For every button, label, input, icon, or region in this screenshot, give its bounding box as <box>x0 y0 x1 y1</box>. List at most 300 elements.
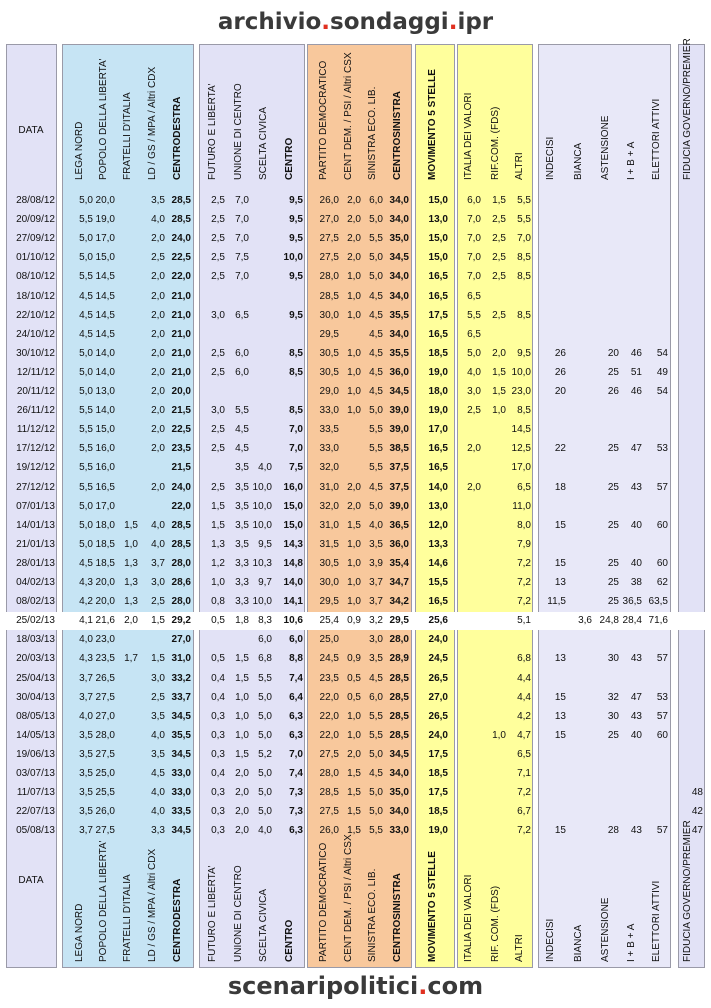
cell-udc: 1,5 <box>235 672 249 684</box>
cell-centrodestra: 33,7 <box>171 691 191 703</box>
cell-centro: 10,0 <box>283 252 303 264</box>
table-row <box>0 402 711 420</box>
cell-sel: 5,0 <box>369 787 383 799</box>
cell-sel: 5,0 <box>369 271 383 283</box>
cell-centro: 6,3 <box>289 729 303 741</box>
cell-centrosinistra: 28,5 <box>389 672 409 684</box>
cell-data: 18/10/12 <box>16 290 55 302</box>
cell-lega-nord: 3,5 <box>79 768 93 779</box>
cell-lega-nord: 4,1 <box>79 615 93 627</box>
cell-centrodestra: 34,5 <box>171 710 191 722</box>
cell-ibA: 47 <box>630 443 642 455</box>
cell-centro: 7,5 <box>289 462 303 474</box>
cell-centrodestra: 34,5 <box>171 825 191 837</box>
cell-idv: 7,0 <box>467 252 481 264</box>
cell-m5s: 18,0 <box>428 386 448 397</box>
table-row <box>0 822 711 840</box>
cell-data: 21/01/13 <box>16 538 55 550</box>
cell-m5s: 17,5 <box>428 309 448 321</box>
cell-centrosinistra: 34,0 <box>389 328 409 340</box>
cell-elettori: 60 <box>656 519 668 531</box>
cell-altri-cdx: 2,0 <box>151 233 165 245</box>
cell-idv: 7,0 <box>467 271 481 283</box>
cell-cent-dem: 1,0 <box>347 538 361 550</box>
cell-udc: 1,5 <box>235 653 249 665</box>
cell-indecisi: 11,5 <box>547 596 566 608</box>
cell-idv: 2,5 <box>467 405 481 417</box>
cell-centro: 8,5 <box>289 405 303 417</box>
cell-centrosinistra: 39,0 <box>389 500 409 512</box>
cell-pd: 30,5 <box>319 347 339 359</box>
cell-pd: 33,0 <box>319 405 339 417</box>
cell-centrosinistra: 37,5 <box>389 462 409 474</box>
cell-pd: 28,5 <box>319 787 339 799</box>
table-row <box>0 440 711 458</box>
cell-elettori: 49 <box>656 366 668 378</box>
cell-cent-dem: 1,0 <box>347 347 361 359</box>
cell-data: 08/02/13 <box>16 596 55 608</box>
table-row <box>0 593 711 611</box>
top-header-ibA: I + B + A <box>626 141 637 180</box>
cell-lega-nord: 5,5 <box>79 271 93 283</box>
cell-pd: 22,0 <box>319 691 339 703</box>
table-row <box>0 803 711 821</box>
cell-udc: 7,0 <box>235 271 249 283</box>
cell-data: 20/11/12 <box>16 386 55 397</box>
cell-m5s: 12,0 <box>428 519 448 531</box>
cell-m5s: 17,5 <box>428 748 448 760</box>
cell-sel: 4,5 <box>369 366 383 378</box>
cell-idv: 7,0 <box>467 233 481 245</box>
cell-altri-cdx: 2,0 <box>151 309 165 321</box>
cell-altri-cdx: 4,0 <box>151 538 165 550</box>
bottom-header-fiducia: FIDUCIA GOVERNO/PREMIER <box>682 820 693 962</box>
cell-fli: 1,5 <box>211 500 225 512</box>
cell-altri: 7,0 <box>517 233 531 245</box>
table-row <box>0 192 711 210</box>
cell-idv: 5,0 <box>467 347 481 359</box>
bottom-header-elettori: ELETTORI ATTIVI <box>651 880 662 962</box>
cell-altri-cdx: 3,5 <box>151 195 165 206</box>
cell-m5s: 16,5 <box>428 462 448 474</box>
cell-udc: 1,8 <box>235 615 249 627</box>
cell-sel: 4,5 <box>369 386 383 397</box>
cell-fli: 1,5 <box>211 519 225 531</box>
cell-pd: 27,0 <box>319 214 339 226</box>
cell-pd: 29,5 <box>319 328 339 340</box>
cell-pdl: 25,5 <box>95 787 115 799</box>
cell-pdl: 23,5 <box>95 653 115 665</box>
cell-altri-cdx: 1,5 <box>151 653 165 665</box>
cell-sc: 9,7 <box>258 577 272 588</box>
cell-altri: 6,8 <box>517 653 531 665</box>
cell-centro: 9,5 <box>289 271 303 283</box>
cell-fli: 0,3 <box>211 806 225 818</box>
cell-altri: 7,2 <box>517 825 531 837</box>
cell-pdl: 15,0 <box>95 252 115 264</box>
cell-pdl: 20,0 <box>95 596 115 608</box>
cell-lega-nord: 5,0 <box>79 195 93 206</box>
cell-fdi: 1,0 <box>124 538 138 550</box>
cell-cent-dem: 1,5 <box>347 768 361 779</box>
cell-lega-nord: 5,5 <box>79 405 93 417</box>
cell-pdl: 14,5 <box>95 309 115 321</box>
cell-pdl: 26,0 <box>95 806 115 818</box>
table-row <box>0 574 711 592</box>
cell-altri: 6,7 <box>517 806 531 818</box>
cell-ibA: 51 <box>630 366 642 378</box>
cell-centro: 7,4 <box>289 768 303 779</box>
bottom-header-indecisi: INDECISI <box>545 918 556 962</box>
cell-udc: 7,0 <box>235 233 249 245</box>
cell-sel: 5,5 <box>369 233 383 245</box>
cell-cent-dem: 1,5 <box>347 825 361 837</box>
cell-data: 30/10/12 <box>16 347 55 359</box>
bottom-header-bianca: BIANCA <box>573 924 584 962</box>
top-header-sel: SINISTRA ECO. LIB. <box>367 86 378 180</box>
cell-centrosinistra: 29,5 <box>389 615 409 627</box>
cell-lega-nord: 4,3 <box>79 577 93 588</box>
cell-fiducia: 47 <box>691 825 703 837</box>
top-header-fiducia: FIDUCIA GOVERNO/PREMIER <box>682 38 693 180</box>
cell-sc: 5,0 <box>258 787 272 799</box>
cell-centrosinistra: 36,0 <box>389 538 409 550</box>
cell-fli: 2,5 <box>211 233 225 245</box>
cell-astensione: 25 <box>607 481 619 493</box>
cell-altri-cdx: 4,0 <box>151 214 165 226</box>
cell-centrosinistra: 34,5 <box>389 386 409 397</box>
table-row <box>0 631 711 649</box>
cell-centrodestra: 33,0 <box>171 768 191 779</box>
cell-fli: 2,5 <box>211 252 225 264</box>
cell-pdl: 27,0 <box>95 710 115 722</box>
cell-data: 14/05/13 <box>16 729 55 741</box>
cell-centrodestra: 24,0 <box>171 481 191 493</box>
cell-cent-dem: 1,0 <box>347 557 361 569</box>
table-row <box>0 727 711 745</box>
cell-m5s: 24,0 <box>428 729 448 741</box>
cell-altri: 7,2 <box>517 596 531 608</box>
cell-sel: 4,5 <box>369 309 383 321</box>
cell-cent-dem: 1,0 <box>347 309 361 321</box>
cell-centrosinistra: 33,0 <box>389 825 409 837</box>
cell-data: 18/03/13 <box>16 634 55 646</box>
cell-m5s: 19,0 <box>428 825 448 837</box>
cell-centrosinistra: 28,0 <box>389 634 409 646</box>
cell-centro: 7,0 <box>289 748 303 760</box>
cell-lega-nord: 4,2 <box>79 596 93 608</box>
cell-idv: 3,0 <box>467 386 481 397</box>
cell-altri-cdx: 2,0 <box>151 366 165 378</box>
cell-centrodestra: 21,0 <box>171 309 191 321</box>
cell-pdl: 14,5 <box>95 328 115 340</box>
cell-centro: 6,0 <box>289 634 303 646</box>
cell-altri-cdx: 3,3 <box>151 825 165 837</box>
cell-udc: 2,0 <box>235 825 249 837</box>
cell-altri-cdx: 2,5 <box>151 596 165 608</box>
cell-data: 20/03/13 <box>16 653 55 665</box>
cell-altri: 8,5 <box>517 405 531 417</box>
cell-sel: 5,0 <box>369 748 383 760</box>
cell-elettori: 62 <box>656 577 668 588</box>
cell-cent-dem: 2,0 <box>347 214 361 226</box>
cell-pd: 31,5 <box>319 538 339 550</box>
cell-elettori: 53 <box>656 443 668 455</box>
cell-centrosinistra: 34,0 <box>389 271 409 283</box>
cell-pd: 24,5 <box>319 653 339 665</box>
cell-centrosinistra: 28,5 <box>389 710 409 722</box>
cell-centrosinistra: 38,5 <box>389 443 409 455</box>
cell-cent-dem: 1,0 <box>347 577 361 588</box>
top-header-fdi: FRATELLI D'ITALIA <box>122 92 133 180</box>
cell-idv: 4,0 <box>467 366 481 378</box>
cell-altri: 4,7 <box>517 729 531 741</box>
cell-altri: 12,5 <box>511 443 531 455</box>
cell-altri: 9,5 <box>517 347 531 359</box>
cell-centrosinistra: 28,9 <box>389 653 409 665</box>
cell-fli: 0,4 <box>211 768 225 779</box>
cell-astensione: 30 <box>607 653 619 665</box>
cell-lega-nord: 3,5 <box>79 729 93 741</box>
cell-centrosinistra: 28,5 <box>389 691 409 703</box>
cell-lega-nord: 4,5 <box>79 309 93 321</box>
cell-ibA: 47 <box>630 691 642 703</box>
cell-m5s: 16,5 <box>428 443 448 455</box>
cell-m5s: 19,0 <box>428 405 448 417</box>
cell-udc: 2,0 <box>235 806 249 818</box>
cell-m5s: 13,3 <box>428 538 448 550</box>
cell-fli: 1,0 <box>211 577 225 588</box>
cell-pdl: 20,0 <box>95 577 115 588</box>
bottom-header-centro: CENTRO <box>284 919 295 962</box>
cell-idv: 5,5 <box>467 309 481 321</box>
cell-m5s: 19,0 <box>428 366 448 378</box>
top-header-indecisi: INDECISI <box>545 136 556 180</box>
cell-cent-dem: 0,5 <box>347 691 361 703</box>
cell-udc: 4,5 <box>235 443 249 455</box>
cell-udc: 3,3 <box>235 557 249 569</box>
cell-centrosinistra: 28,5 <box>389 729 409 741</box>
cell-pdl: 28,0 <box>95 729 115 741</box>
cell-data: 14/01/13 <box>16 519 55 531</box>
cell-sel: 4,5 <box>369 347 383 359</box>
cell-indecisi: 15 <box>554 825 566 837</box>
cell-centrosinistra: 34,5 <box>389 252 409 264</box>
cell-data: 12/11/12 <box>16 366 55 378</box>
cell-pdl: 23,0 <box>95 634 115 646</box>
cell-m5s: 15,5 <box>428 577 448 588</box>
cell-cent-dem: 1,0 <box>347 386 361 397</box>
cell-data: 07/01/13 <box>16 500 55 512</box>
cell-lega-nord: 5,5 <box>79 214 93 226</box>
cell-cent-dem: 1,5 <box>347 806 361 818</box>
cell-data: 25/04/13 <box>16 672 55 684</box>
cell-udc: 1,5 <box>235 748 249 760</box>
cell-centrodestra: 28,5 <box>171 195 191 206</box>
cell-data: 28/08/12 <box>16 195 55 206</box>
cell-centro: 6,3 <box>289 710 303 722</box>
cell-centro: 15,0 <box>283 500 303 512</box>
cell-fli: 0,4 <box>211 672 225 684</box>
cell-data: 22/07/13 <box>16 806 55 818</box>
cell-centro: 9,5 <box>289 233 303 245</box>
cell-m5s: 18,5 <box>428 768 448 779</box>
cell-altri-cdx: 1,5 <box>151 615 165 627</box>
cell-udc: 3,5 <box>235 481 249 493</box>
cell-lega-nord: 5,0 <box>79 386 93 397</box>
cell-rif: 2,5 <box>492 214 506 226</box>
cell-idv: 2,0 <box>467 481 481 493</box>
cell-pdl: 25,0 <box>95 768 115 779</box>
cell-centrodestra: 28,6 <box>171 577 191 588</box>
cell-centro: 16,0 <box>283 481 303 493</box>
cell-lega-nord: 4,5 <box>79 328 93 340</box>
cell-centrodestra: 21,5 <box>171 462 191 474</box>
cell-pd: 25,4 <box>319 615 339 627</box>
cell-ibA: 43 <box>630 825 642 837</box>
cell-udc: 7,0 <box>235 214 249 226</box>
cell-pd: 28,5 <box>319 290 339 302</box>
cell-indecisi: 15 <box>554 557 566 569</box>
cell-altri: 14,5 <box>511 424 531 436</box>
cell-cent-dem: 1,0 <box>347 271 361 283</box>
cell-pdl: 16,0 <box>95 462 115 474</box>
cell-udc: 3,3 <box>235 577 249 588</box>
cell-fli: 0,3 <box>211 825 225 837</box>
cell-cent-dem: 0,5 <box>347 672 361 684</box>
cell-centrodestra: 21,0 <box>171 347 191 359</box>
table-row <box>0 288 711 306</box>
cell-centrosinistra: 35,0 <box>389 233 409 245</box>
table-row <box>0 326 711 344</box>
cell-centrodestra: 21,5 <box>171 405 191 417</box>
cell-pdl: 17,0 <box>95 233 115 245</box>
cell-centro: 7,0 <box>289 424 303 436</box>
cell-sc: 5,2 <box>258 748 272 760</box>
cell-fli: 2,5 <box>211 347 225 359</box>
cell-m5s: 18,5 <box>428 347 448 359</box>
cell-centrosinistra: 34,0 <box>389 806 409 818</box>
cell-centro: 14,3 <box>283 538 303 550</box>
cell-pdl: 16,5 <box>95 481 115 493</box>
cell-pd: 22,0 <box>319 710 339 722</box>
cell-fli: 2,5 <box>211 271 225 283</box>
cell-cent-dem: 2,0 <box>347 500 361 512</box>
cell-m5s: 14,6 <box>428 557 448 569</box>
cell-udc: 3,3 <box>235 596 249 608</box>
cell-ibA: 40 <box>630 557 642 569</box>
table-row <box>0 689 711 707</box>
cell-astensione: 30 <box>607 710 619 722</box>
cell-ibA: 38 <box>630 577 642 588</box>
cell-fli: 2,5 <box>211 366 225 378</box>
cell-cent-dem: 1,0 <box>347 290 361 302</box>
cell-centro: 6,3 <box>289 825 303 837</box>
cell-sel: 6,0 <box>369 195 383 206</box>
cell-pdl: 14,5 <box>95 290 115 302</box>
cell-centrosinistra: 35,4 <box>389 557 409 569</box>
bottom-header-rif: RIF. COM. (FDS) <box>490 885 501 962</box>
table-row <box>0 670 711 688</box>
cell-altri-cdx: 4,0 <box>151 729 165 741</box>
cell-udc: 6,0 <box>235 366 249 378</box>
cell-elettori: 57 <box>656 825 668 837</box>
cell-udc: 3,5 <box>235 462 249 474</box>
cell-lega-nord: 5,5 <box>79 424 93 436</box>
cell-pd: 33,0 <box>319 443 339 455</box>
cell-elettori: 57 <box>656 481 668 493</box>
cell-altri: 8,5 <box>517 252 531 264</box>
cell-fli: 0,3 <box>211 710 225 722</box>
top-header-centro: CENTRO <box>284 137 295 180</box>
cell-lega-nord: 4,0 <box>79 634 93 646</box>
cell-centro: 7,3 <box>289 787 303 799</box>
cell-data: 28/01/13 <box>16 557 55 569</box>
bottom-header-altri-cdx: LD / GS / MPA / Altri CDX <box>147 848 158 962</box>
cell-m5s: 16,5 <box>428 328 448 340</box>
cell-rif: 1,5 <box>492 366 506 378</box>
cell-pdl: 14,0 <box>95 347 115 359</box>
cell-pdl: 19,0 <box>95 214 115 226</box>
cell-cent-dem: 0,9 <box>347 615 361 627</box>
cell-indecisi: 22 <box>554 443 566 455</box>
cell-altri-cdx: 2,0 <box>151 443 165 455</box>
cell-cent-dem: 1,0 <box>347 710 361 722</box>
cell-m5s: 24,5 <box>428 653 448 665</box>
top-header-bianca: BIANCA <box>573 142 584 180</box>
cell-altri: 6,5 <box>517 481 531 493</box>
cell-sc: 5,5 <box>258 672 272 684</box>
cell-centrosinistra: 39,0 <box>389 424 409 436</box>
cell-sc: 5,0 <box>258 710 272 722</box>
cell-pdl: 15,0 <box>95 424 115 436</box>
cell-centrodestra: 22,5 <box>171 252 191 264</box>
cell-sel: 5,0 <box>369 806 383 818</box>
cell-indecisi: 13 <box>554 653 566 665</box>
cell-sel: 4,0 <box>369 519 383 531</box>
cell-pd: 26,0 <box>319 195 339 206</box>
cell-lega-nord: 3,5 <box>79 806 93 818</box>
cell-pd: 23,5 <box>319 672 339 684</box>
cell-centrodestra: 22,5 <box>171 424 191 436</box>
cell-sc: 5,0 <box>258 729 272 741</box>
cell-altri-cdx: 2,0 <box>151 328 165 340</box>
cell-centro: 8,8 <box>289 653 303 665</box>
cell-elettori: 60 <box>656 557 668 569</box>
top-header-elettori: ELETTORI ATTIVI <box>651 98 662 180</box>
cell-fli: 2,5 <box>211 481 225 493</box>
cell-fli: 2,5 <box>211 195 225 206</box>
cell-sel: 3,2 <box>369 615 383 627</box>
cell-udc: 4,5 <box>235 424 249 436</box>
table-row <box>0 650 711 668</box>
cell-altri: 7,1 <box>517 768 531 779</box>
cell-lega-nord: 5,0 <box>79 252 93 264</box>
cell-lega-nord: 4,3 <box>79 653 93 665</box>
cell-indecisi: 13 <box>554 710 566 722</box>
top-header-astensione: ASTENSIONE <box>600 115 611 180</box>
cell-fli: 2,5 <box>211 214 225 226</box>
bottom-header-centrodestra: CENTRODESTRA <box>172 878 183 962</box>
cell-udc: 2,0 <box>235 768 249 779</box>
cell-udc: 3,5 <box>235 500 249 512</box>
cell-pdl: 26,5 <box>95 672 115 684</box>
cell-pd: 31,0 <box>319 519 339 531</box>
site-title: archivio.sondaggi.ipr <box>217 9 494 35</box>
cell-sc: 8,3 <box>258 615 272 627</box>
cell-data: 27/12/12 <box>16 481 55 493</box>
cell-pd: 29,5 <box>319 596 339 608</box>
